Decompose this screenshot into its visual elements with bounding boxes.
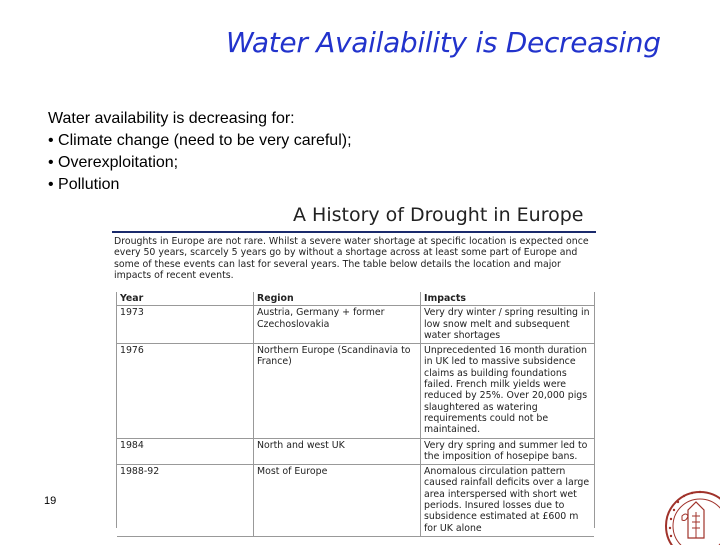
cell-region: Northern Europe (Scandinavia to France) (254, 344, 421, 438)
slide-title: Water Availability is Decreasing (226, 26, 661, 59)
table-row (117, 465, 594, 537)
drought-table (117, 292, 594, 537)
drought-intro-text: Droughts in Europe are not rare. Whilst a severe water shortage at specific location is expected once every 50 years, scarcely 5 years go by without a shortage across at least some part of Europe and some of these events can last for several years. The table below details the location and major impacts of recent events. (114, 236, 589, 281)
cell-impacts: Unprecedented 16 month duration in UK led to massive subsidence claims as building foundations failed. French milk yields were reduced by 25%. Over 20,000 pigs slaughtered as watering requirements could not be maintained. (421, 344, 595, 438)
cell-region: Most of Europe (254, 465, 421, 537)
page-number: 19 (44, 495, 57, 507)
panel-divider (112, 231, 596, 233)
bullet-intro: Water availability is decreasing for: (48, 110, 295, 127)
cell-year: 1984 (117, 438, 254, 465)
cell-region: Austria, Germany + former Czechoslovakia (254, 306, 421, 344)
cell-region: North and west UK (254, 438, 421, 465)
drought-table-container (116, 292, 595, 534)
cell-year: 1973 (117, 306, 254, 344)
drought-panel-title: A History of Drought in Europe (293, 204, 584, 226)
bullet-item: • Climate change (need to be very careful); (48, 132, 352, 149)
bullet-list (48, 108, 352, 196)
bullet-item: • Pollution (48, 176, 120, 193)
header-year: Year (117, 292, 254, 306)
cell-impacts: Anomalous circulation pattern caused rainfall deficits over a large area interspersed with short wet periods. Insured losses due to subsidence estimated at £600 m for UK alone (421, 465, 595, 537)
header-region: Region (254, 292, 421, 306)
table-header-row (117, 292, 594, 306)
cell-impacts: Very dry winter / spring resulting in low snow melt and subsequent water shortages (421, 306, 595, 344)
university-seal-icon (662, 486, 720, 540)
header-impacts: Impacts (421, 292, 595, 306)
table-row (117, 344, 594, 438)
table-row (117, 306, 594, 344)
table-row (117, 438, 594, 465)
cell-year: 1976 (117, 344, 254, 438)
cell-impacts: Very dry spring and summer led to the imposition of hosepipe bans. (421, 438, 595, 465)
cell-year: 1988-92 (117, 465, 254, 537)
bullet-item: • Overexploitation; (48, 154, 179, 171)
